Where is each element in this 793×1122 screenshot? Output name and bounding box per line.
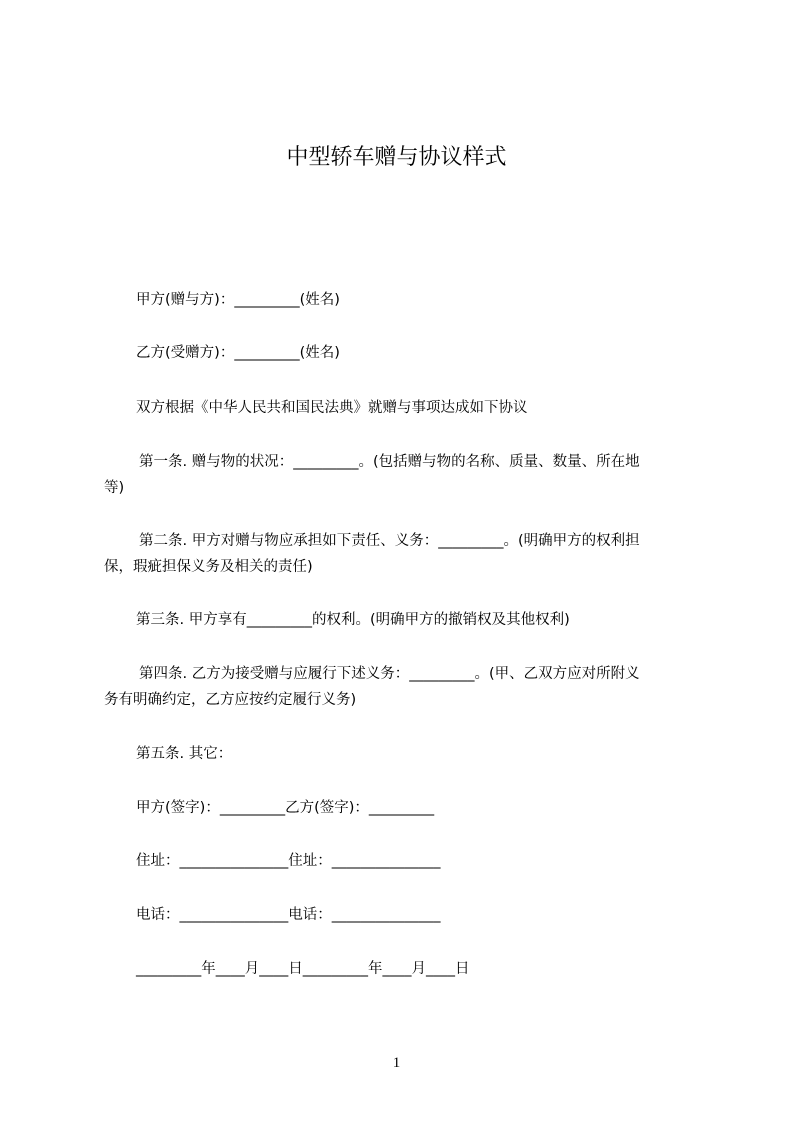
article-2-line-1: 第二条. 甲方对赠与物应承担如下责任、义务：_________。(明确甲方的权利担 [139, 533, 640, 549]
date-line: _________年____月____日_________年____月____日 [136, 961, 470, 977]
article-3-paragraph: 第三条. 甲方享有_________的权利。(明确甲方的撤销权及其他权利) [136, 612, 570, 628]
party-a-line: 甲方(赠与方)：_________(姓名) [136, 292, 340, 308]
article-4-line-2: 务有明确约定，乙方应按约定履行义务) [104, 692, 357, 708]
signature-line: 甲方(签字)：_________乙方(签字)：_________ [136, 800, 435, 816]
article-1-line-2: 等) [104, 480, 125, 496]
party-b-line: 乙方(受赠方)：_________(姓名) [136, 345, 340, 361]
article-2-line-2: 保，瑕疵担保义务及相关的责任) [104, 559, 313, 575]
article-5-paragraph: 第五条. 其它： [136, 746, 233, 762]
article-4-line-1: 第四条. 乙方为接受赠与应履行下述义务：_________。(甲、乙双方应对所附义 [139, 666, 640, 682]
preamble-paragraph: 双方根据《中华人民共和国民法典》就赠与事项达成如下协议 [136, 400, 528, 416]
address-line: 住址：_______________住址：_______________ [136, 853, 441, 869]
phone-line: 电话：_______________电话：_______________ [136, 907, 441, 923]
document-title: 中型轿车赠与协议样式 [286, 145, 507, 170]
article-1-line-1: 第一条. 赠与物的状况：_________。(包括赠与物的名称、质量、数量、所在地 [139, 454, 640, 470]
page-number: 1 [392, 1055, 401, 1071]
